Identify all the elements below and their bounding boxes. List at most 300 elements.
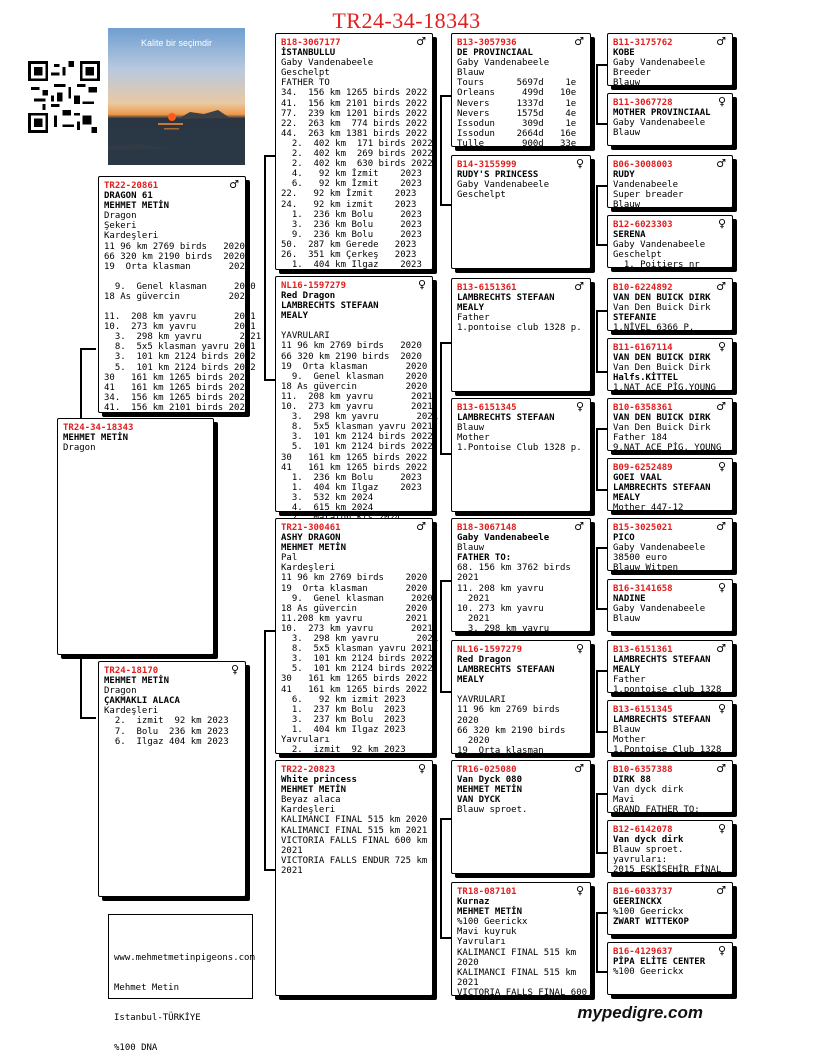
bird-line: 1.pontoise club 1328 p. <box>457 323 582 334</box>
ring-number: B12-6023303 <box>613 220 673 230</box>
bird-line: Gaby Vandenabeele <box>457 58 550 69</box>
bird-line: 1. 404 km Ilgaz 2023 <box>281 724 406 735</box>
bird-line: Geschelpt <box>457 190 506 201</box>
site-footer[interactable]: mypedigre.com <box>577 1003 703 1022</box>
ring-number: B18-3067148 <box>457 523 517 533</box>
bird-line: 38500 euro <box>613 553 668 564</box>
bird-g10[interactable] <box>607 579 733 632</box>
bird-line: 41 161 km 1265 birds 2022 <box>104 382 251 393</box>
bird-g13[interactable] <box>607 760 733 816</box>
bird-line: Blauw <box>613 78 641 89</box>
bird-line: 6. 92 km İzmit 2023 <box>281 179 422 190</box>
bird-line: 1.NİVEL 6366 P. <box>613 323 695 334</box>
bird-g12[interactable] <box>607 700 733 756</box>
bird-line: VICTORIA FALLS FINAL 600 <box>457 987 588 998</box>
bird-line: LAMBRECHTS STEFAAN <box>457 293 555 304</box>
bird-line: 6. Ilgaz 404 km 2023 <box>104 736 229 747</box>
bird-line: MEHMET METİN <box>457 785 523 796</box>
male-icon: ♂ <box>716 520 726 533</box>
male-icon: ♂ <box>716 35 726 48</box>
bird-ddd[interactable] <box>451 882 591 996</box>
bird-line: Dragon <box>104 211 137 222</box>
bird-line: 41 161 km 1265 birds 2022 <box>281 684 428 695</box>
bird-line: LAMBRECHTS STEFAAN <box>457 665 555 676</box>
bird-line: 3. 532 km 2024 <box>281 492 374 503</box>
bird-line: 9. 236 km Bolu 2023 <box>281 229 422 240</box>
bird-line: Yavruları <box>281 734 330 745</box>
female-icon: ♀ <box>575 400 584 413</box>
bird-line: VAN DEN BUICK DIRK <box>613 413 711 424</box>
bird-g5[interactable] <box>607 278 733 334</box>
bird-line: MEHMET METİN <box>281 785 347 796</box>
bird-line: 1. 237 km Bolu 2023 <box>281 704 406 715</box>
bird-line: 19 Orta klasman 2020 <box>281 583 428 594</box>
bird-line: 77. 239 km 1201 birds 2022 <box>281 108 428 119</box>
bird-line: 30 161 km 1265 birds 2022 <box>281 674 428 685</box>
bird-line: GRAND FATHER TO: <box>613 805 700 816</box>
bird-line: 66 320 km 2190 birds <box>457 725 566 736</box>
bird-line: STEFANIE <box>613 313 657 324</box>
bird-line: 22. 92 km İzmit 2023 <box>281 189 417 200</box>
bird-line: Van dyck dirk <box>613 835 684 846</box>
ring-number: B15-3025021 <box>613 523 673 533</box>
bird-line: 8. 5x5 klasman yavru 2021 <box>104 342 256 353</box>
bird-line: Van Dyck 080 <box>457 775 523 786</box>
photo-caption: Kalite bir seçimdir <box>140 38 213 48</box>
bird-sds[interactable] <box>451 278 591 392</box>
bird-line: 3. 236 km Bolu 2023 <box>281 219 422 230</box>
ring-number: B11-6167114 <box>613 343 673 353</box>
bird-line <box>104 272 240 282</box>
bird-line: MEHMET METİN <box>104 676 170 687</box>
bird-sire-sire[interactable] <box>275 33 433 270</box>
bird-line: Dragon <box>63 443 96 454</box>
bird-line: Kurnaz <box>457 897 490 908</box>
bird-line: 1. Poitiers nr <box>613 260 700 271</box>
bird-sire-dam[interactable] <box>275 276 439 513</box>
bird-line: Father <box>457 313 490 324</box>
bird-line: MEALY <box>457 303 485 314</box>
ring-number: TR16-025080 <box>457 765 517 775</box>
info-dna: %100 DNA <box>114 1043 158 1053</box>
bird-line: MEALY <box>281 311 309 322</box>
bird-line: 44. 263 km 1381 birds 2022 <box>281 128 428 139</box>
bird-line: LAMBRECHTS STEFAAN <box>613 655 711 666</box>
bird-line: MEHMET METİN <box>104 201 170 212</box>
ring-number: B12-6142078 <box>613 825 673 835</box>
bird-line: FATHER TO <box>281 78 330 89</box>
bird-line: KOBE <box>613 48 635 59</box>
bird-line: 3. 101 km 2124 birds 2022 <box>281 432 433 443</box>
bird-line: 11. 208 km yavru 2021 <box>104 312 256 323</box>
bird-line: Blauw <box>457 68 485 79</box>
bird-line: 2. 402 km 630 birds 2022 <box>281 159 433 170</box>
bird-line: 2015 ESKİŞEHİR FİNAL <box>613 865 722 876</box>
bird-line: Van Den Buick Dirk <box>613 363 711 374</box>
ring-number: B10-6224892 <box>613 283 673 293</box>
bird-line: White princess <box>281 775 357 786</box>
bird-line: Mavi <box>613 795 635 806</box>
bird-line: PİPA ELİTE CENTER <box>613 957 706 968</box>
bird-line: Kardeşleri <box>104 231 159 242</box>
bird-line: Blauw <box>613 614 641 625</box>
bird-sire[interactable] <box>98 176 262 413</box>
ring-number: B11-3175762 <box>613 38 673 48</box>
bird-line: 68. 156 km 3762 birds <box>457 563 571 574</box>
bird-line: KALIMANCI FINAL 515 km 2021 <box>281 825 428 836</box>
bird-line: Şekeri <box>104 221 137 232</box>
ring-number: B16-6033737 <box>613 887 673 897</box>
bird-line: VICTORIA FALLS ENDUR 725 km <box>281 855 428 866</box>
info-location: Istanbul-TÜRKİYE <box>114 1013 201 1023</box>
bird-line: 2. izmit 92 km 2023 <box>104 716 229 727</box>
bird-line: LAMBRECHTS STEFAAN <box>457 413 555 424</box>
bird-line: VAN DEN BUICK DIRK <box>613 353 711 364</box>
bird-line: YAVRULARI <box>281 331 330 342</box>
bird-line: 2021 <box>281 865 303 876</box>
bird-line: 66 320 km 2190 birds 2020 <box>104 251 245 262</box>
bird-line: %100 Geerickx <box>613 907 684 918</box>
bird-line: 2021 <box>457 593 490 604</box>
bird-g16[interactable] <box>607 942 733 995</box>
bird-line: Issodun 309d 1e <box>457 118 577 129</box>
bird-line: MEALY <box>457 675 485 686</box>
sunset-photo <box>108 28 245 165</box>
bird-line: 1.pontoise club 1328 <box>613 685 722 696</box>
bird-line: Mavi kuyruk <box>457 927 517 938</box>
bird-line: 8. 5x5 klasman yavru 2021 <box>281 422 433 433</box>
bird-line: YAVRULARI <box>457 695 506 706</box>
bird-line: 2021 <box>457 977 479 988</box>
female-icon: ♀ <box>717 460 726 473</box>
bird-dss[interactable] <box>451 518 591 632</box>
bird-line: 11. 208 km yavru 2021 <box>281 391 433 402</box>
bird-line: %100 Geerickx <box>613 967 684 978</box>
bird-line: 11 96 km 2769 birds 2020 <box>104 241 245 252</box>
bird-line <box>457 685 585 695</box>
bird-line: 11. 208 km yavru <box>457 583 544 594</box>
bird-g1[interactable] <box>607 33 733 89</box>
ring-number: TR24-34-18343 <box>63 423 134 433</box>
bird-line: Nevers 1575d 4e <box>457 108 577 119</box>
ring-number: B13-6151361 <box>613 645 673 655</box>
bird-line: RUDY'S PRINCESS <box>457 170 539 181</box>
bird-line: MEHMET METİN <box>457 907 523 918</box>
ring-number: TR21-300461 <box>281 523 341 533</box>
bird-line: DE PROVINCIAAL <box>457 48 533 59</box>
ring-number: B13-6151345 <box>457 403 517 413</box>
bird-line: Gaby Vandenabeele <box>457 533 550 544</box>
bird-line: yavruları: <box>613 855 668 866</box>
bird-line: 10. 273 km yavru <box>457 603 544 614</box>
female-icon: ♀ <box>717 944 726 957</box>
ring-number: NL16-1597279 <box>281 281 347 291</box>
bird-line: 2020 <box>457 715 479 726</box>
bird-line: Blauw <box>613 128 641 139</box>
bird-g8[interactable] <box>607 458 733 514</box>
bird-line: Red Dragon <box>281 291 336 302</box>
bird-line: Blauw <box>457 423 485 434</box>
bird-line: 9. Genel klasman 2020 <box>281 593 433 604</box>
bird-line <box>281 321 427 331</box>
bird-line: 2. 402 km 269 birds 2022 <box>281 149 433 160</box>
bird-line: Blauw <box>613 725 641 736</box>
bird-line: 2020 <box>457 735 490 746</box>
bird-line: VAN DEN BUICK DIRK <box>613 293 711 304</box>
bird-line: Kardeşleri <box>104 706 159 717</box>
bird-line: %100 Geerickx <box>457 917 528 928</box>
bird-line: Beyaz alaca <box>281 795 341 806</box>
bird-line: GOEI VAAL <box>613 473 662 484</box>
bird-line: 2021 <box>457 613 490 624</box>
bird-line: MEHMET METİN <box>63 433 129 444</box>
bird-line: 41 161 km 1265 birds 2022 <box>281 462 428 473</box>
ring-number: B09-6252489 <box>613 463 673 473</box>
bird-g11[interactable] <box>607 640 733 696</box>
bird-line: Tours 5697d 1e <box>457 78 577 89</box>
female-icon: ♀ <box>575 884 584 897</box>
bird-line: 1. 236 km Bolu 2023 <box>281 472 422 483</box>
male-icon: ♂ <box>574 280 584 293</box>
bird-line: Gaby Vandenabeele <box>613 604 706 615</box>
bird-line: 19 Orta klasman 2020 <box>104 261 251 272</box>
female-icon: ♀ <box>575 157 584 170</box>
male-icon: ♂ <box>574 762 584 775</box>
ring-number: B13-6151361 <box>457 283 517 293</box>
bird-line: Mother 447-12 <box>613 503 684 514</box>
bird-g4[interactable] <box>607 215 733 271</box>
bird-line: 11.208 km yavru 2021 <box>281 613 428 624</box>
bird-line: Yavruları <box>457 937 506 948</box>
bird-line: Kardeşleri <box>281 563 336 574</box>
bird-line: 18 As güvercin 2020 <box>281 381 428 392</box>
ring-number: B14-3155999 <box>457 160 517 170</box>
male-icon: ♂ <box>716 642 726 655</box>
bird-line: 2021 <box>281 845 303 856</box>
female-icon: ♀ <box>417 278 426 291</box>
bird-line: VICTORIA FALLS FINAL 600 km <box>281 835 428 846</box>
bird-sss[interactable] <box>451 33 591 147</box>
ring-number: B13-6151345 <box>613 705 673 715</box>
bird-line: 50. 287 km Gerede 2023 <box>281 239 417 250</box>
bird-line: ASHY DRAGON <box>281 533 341 544</box>
bird-line: 26. 351 km Çerkeş 2023 <box>281 249 417 260</box>
bird-line: 10. 273 km yavru 2021 <box>281 623 433 634</box>
bird-g14[interactable] <box>607 820 733 876</box>
bird-line: VAN DYCK <box>457 795 501 806</box>
bird-line: 11 96 km 2769 birds <box>457 705 560 716</box>
bird-dam-dam[interactable] <box>275 760 433 996</box>
bird-line: 30 161 km 1265 birds 2022 <box>104 372 251 383</box>
bird-line: 6. 92 km izmit 2023 <box>281 694 406 705</box>
bird-g7[interactable] <box>607 398 733 454</box>
bird-line: 22. 263 km 774 birds 2022 <box>281 118 428 129</box>
bird-line: 19 Orta klasman 2020 <box>281 361 428 372</box>
bird-dam[interactable] <box>98 661 246 897</box>
bird-line: DIRK 88 <box>613 775 651 786</box>
bird-line: Red Dragon <box>457 655 512 666</box>
bird-line: FATHER TO: <box>457 553 512 564</box>
bird-line: 2020 <box>457 957 479 968</box>
bird-line: 19 Orta klasman <box>457 745 544 756</box>
male-icon: ♂ <box>574 35 584 48</box>
bird-line: 4. 615 km 2024 <box>281 502 374 513</box>
ring-number: B10-6357388 <box>613 765 673 775</box>
bird-line: 5. 101 km 2124 birds 2022 <box>281 442 433 453</box>
bird-line: Van dyck dirk <box>613 785 684 796</box>
male-icon: ♂ <box>716 280 726 293</box>
male-icon: ♂ <box>229 178 239 191</box>
ring-number: TR24-18170 <box>104 666 159 676</box>
bird-line: 30 161 km 1265 birds 2022 <box>281 452 428 463</box>
bird-g3[interactable] <box>607 155 733 211</box>
bird-line: SERENA <box>613 230 646 241</box>
bird-line: 3. 298 km yavru 2021 <box>281 412 439 423</box>
ring-number: B16-4129637 <box>613 947 673 957</box>
bird-line: 2021 <box>457 573 479 584</box>
male-icon: ♂ <box>574 520 584 533</box>
bird-line: 11 96 km 2769 birds 2020 <box>281 573 428 584</box>
ring-number: TR22-20861 <box>104 181 159 191</box>
bird-line: 3. 298 km yavru <box>457 623 550 634</box>
bird-line: 5. 101 km 2124 birds 2022 <box>104 362 256 373</box>
bird-line: 2. 402 km 171 birds 2022 <box>281 138 433 149</box>
bird-line: Gaby Vandenabeele <box>613 543 706 554</box>
female-icon: ♀ <box>230 663 239 676</box>
female-icon: ♀ <box>417 762 426 775</box>
bird-g2[interactable] <box>607 93 733 146</box>
bird-g15[interactable] <box>607 882 733 935</box>
bird-line: Dragon <box>104 686 137 697</box>
bird-line: 9.NAT ACE PİG. YOUNG <box>613 443 722 454</box>
ring-number: B11-3067728 <box>613 98 673 108</box>
bird-line: DRAGON 61 <box>104 191 153 202</box>
bird-line: Orleans 499d 10e <box>457 88 577 99</box>
bird-line: Gaby Vandenabeele <box>457 180 550 191</box>
pedigree-title: TR24-34-18343 <box>332 8 481 33</box>
bird-line: Van Den Buick Dirk <box>613 423 711 434</box>
bird-g9[interactable] <box>607 518 733 574</box>
bird-line: 1. 404 km Ilgaz 2023 <box>281 260 422 271</box>
bird-line: Gaby Vandenabeele <box>281 58 374 69</box>
bird-line: Nevers 1337d 1e <box>457 98 577 109</box>
bird-line: 24. 92 km izmit 2023 <box>281 199 417 210</box>
bird-line: Gaby Vandenabeele <box>613 118 706 129</box>
male-icon: ♂ <box>416 35 426 48</box>
bird-line: 9. Genel klasman 2020 <box>281 371 428 382</box>
bird-line: Vandenabeele <box>613 180 679 191</box>
bird-line: 4. 92 km İzmit 2023 <box>281 169 422 180</box>
bird-line: Mother <box>613 735 646 746</box>
bird-line: 3. 298 km yavru 2021 <box>281 634 439 645</box>
ring-number: TR22-20823 <box>281 765 336 775</box>
male-icon: ♂ <box>716 762 726 775</box>
info-website[interactable]: www.mehmetmetinpigeons.com <box>114 953 255 963</box>
female-icon: ♀ <box>717 822 726 835</box>
bird-line: Blauw Witpen <box>613 563 679 574</box>
bird-line: 41. 156 km 2101 birds 2022 <box>104 402 251 413</box>
bird-line: Gaby Vandenabeele <box>613 240 706 251</box>
bird-line: Halfs.KİTTEL <box>613 373 679 384</box>
bird-dam-sire[interactable] <box>275 518 439 756</box>
ring-number: B16-3141658 <box>613 584 673 594</box>
bird-line: 3. 298 km yavru 2021 <box>104 332 262 343</box>
bird-line: 8. 5x5 klasman yavru 2021 <box>281 644 433 655</box>
bird-line: KALIMANCI FINAL 515 km 2020 <box>281 815 428 826</box>
bird-line: 1. 404 km Ilgaz 2023 <box>281 482 422 493</box>
male-icon: ♂ <box>716 884 726 897</box>
bird-line: MEALY <box>613 665 641 676</box>
bird-line: Issodun 2664d 16e <box>457 128 577 139</box>
bird-line: Van Den Buick Dirk <box>613 303 711 314</box>
sunset-scene <box>108 28 245 165</box>
bird-dsd[interactable] <box>451 640 591 754</box>
female-icon: ♀ <box>717 95 726 108</box>
bird-line: 18 As güvercin 2020 <box>281 603 428 614</box>
bird-line: Tulle 900d 33e <box>457 138 577 149</box>
bird-line: KALIMANCI FINAL 515 km <box>457 947 577 958</box>
bird-line: ÇAKMAKLI ALACA <box>104 696 180 707</box>
bird-line: NADINE <box>613 594 646 605</box>
bird-line: 41. 156 km 2101 birds 2022 <box>281 98 428 109</box>
bird-line: 10. 273 km yavru 2021 <box>281 402 433 413</box>
breeder-info <box>108 914 255 1053</box>
bird-line: LAMBRECHTS STEFAAN <box>613 715 711 726</box>
bird-subject[interactable] <box>57 418 214 655</box>
female-icon: ♀ <box>717 340 726 353</box>
bird-line: MOTHER PROVINCIAAL <box>613 108 711 119</box>
bird-line: 7. Bolu 236 km 2023 <box>104 726 229 737</box>
bird-line: KALIMANCI FINAL 515 km <box>457 967 577 978</box>
ring-number: B10-6358361 <box>613 403 673 413</box>
ring-number: B18-3067177 <box>281 38 341 48</box>
bird-ssd[interactable] <box>451 155 591 269</box>
bird-dds[interactable] <box>451 760 591 874</box>
bird-line: GEERINCKX <box>613 897 662 908</box>
bird-line: 9. Genel klasman 2020 <box>104 281 256 292</box>
bird-line: RUDY <box>613 170 635 181</box>
bird-sdd[interactable] <box>451 398 591 512</box>
bird-line: 1.Pontoise Club 1328 p. <box>457 443 582 454</box>
male-icon: ♂ <box>416 520 426 533</box>
bird-line: 11 96 km 2769 birds 2020 <box>281 341 422 352</box>
bird-line: Father 184 <box>613 433 668 444</box>
bird-line: Blauw sproet. <box>457 805 528 816</box>
qr-code <box>28 61 100 133</box>
bird-line: LAMBRECHTS STEFAAN <box>281 301 379 312</box>
bird-line: 3. 101 km 2124 birds 2022 <box>281 654 433 665</box>
bird-line: Geschelpt <box>281 68 330 79</box>
bird-line: ZWART WITTEKOP <box>613 917 689 928</box>
bird-line: 34. 156 km 1265 birds 2022 <box>281 88 428 99</box>
female-icon: ♀ <box>575 642 584 655</box>
ring-number: NL16-1597279 <box>457 645 523 655</box>
bird-line: 66 320 km 2190 birds 2020 <box>281 351 422 362</box>
female-icon: ♀ <box>717 217 726 230</box>
bird-line: 1.Pontoise Club 1328 <box>613 745 722 756</box>
ring-number: B13-3057936 <box>457 38 517 48</box>
ring-number: TR18-087101 <box>457 887 517 897</box>
ring-number: B06-3008003 <box>613 160 673 170</box>
bird-line: Kardeşleri <box>281 805 336 816</box>
female-icon: ♀ <box>717 702 726 715</box>
bird-line: Geschelpt <box>613 250 662 261</box>
bird-line: Blauw <box>457 543 485 554</box>
bird-line: Gaby Vandenabeele <box>613 58 706 69</box>
bird-g6[interactable] <box>607 338 733 394</box>
bird-line: 1.NAT ACE PİG.YOUNG <box>613 383 716 394</box>
bird-line: 3. 101 km 2124 birds 2022 <box>104 352 256 363</box>
